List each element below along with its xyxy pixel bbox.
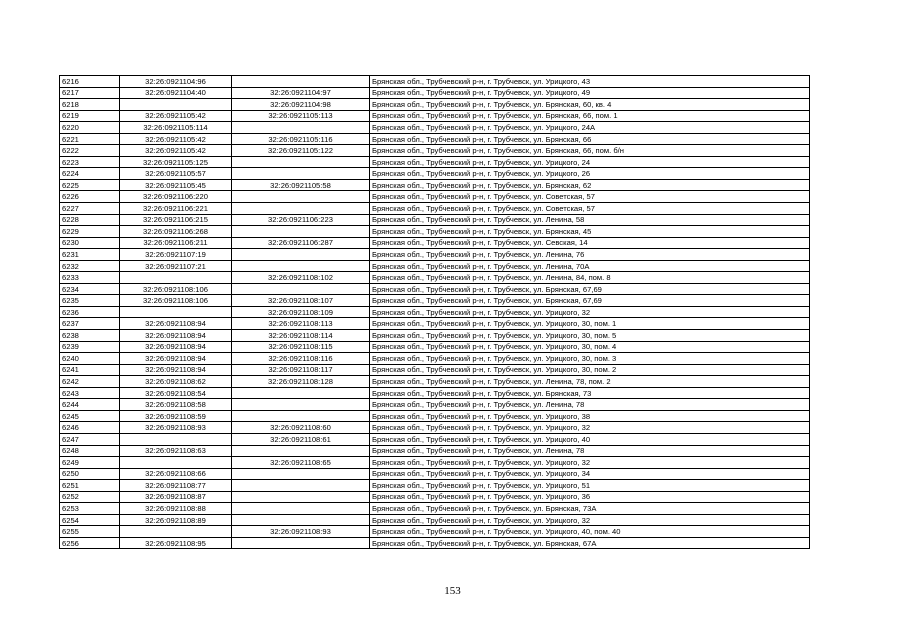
- object-cadastral-number-cell: 32:26:0921105:58: [232, 179, 370, 191]
- object-cadastral-number-cell: [232, 203, 370, 215]
- cadastral-number-cell: 32:26:0921105:42: [120, 110, 232, 122]
- address-cell: Брянская обл., Трубчевский р-н, г. Трубчевск, ул. Урицкого, 24А: [370, 122, 810, 134]
- address-cell: Брянская обл., Трубчевский р-н, г. Трубчевск, ул. Урицкого, 32: [370, 457, 810, 469]
- cadastral-number-cell: 32:26:0921108:87: [120, 491, 232, 503]
- object-cadastral-number-cell: [232, 537, 370, 549]
- object-cadastral-number-cell: 32:26:0921108:128: [232, 376, 370, 388]
- object-cadastral-number-cell: [232, 283, 370, 295]
- object-cadastral-number-cell: 32:26:0921108:116: [232, 353, 370, 365]
- row-number-cell: 6232: [60, 260, 120, 272]
- address-cell: Брянская обл., Трубчевский р-н, г. Трубчевск, ул. Брянская, 67,69: [370, 295, 810, 307]
- cadastral-number-cell: 32:26:0921104:96: [120, 76, 232, 88]
- cadastral-number-cell: 32:26:0921108:94: [120, 341, 232, 353]
- table-row: [60, 295, 810, 307]
- page-number: 153: [444, 585, 461, 597]
- table-row: [60, 122, 810, 134]
- row-number-cell: 6238: [60, 330, 120, 342]
- address-cell: Брянская обл., Трубчевский р-н, г. Трубчевск, ул. Брянская, 62: [370, 179, 810, 191]
- object-cadastral-number-cell: [232, 249, 370, 261]
- row-number-cell: 6239: [60, 341, 120, 353]
- row-number-cell: 6233: [60, 272, 120, 284]
- cadastral-number-cell: 32:26:0921105:125: [120, 156, 232, 168]
- cadastral-number-cell: 32:26:0921104:40: [120, 87, 232, 99]
- object-cadastral-number-cell: 32:26:0921108:114: [232, 330, 370, 342]
- cadastral-number-cell: [120, 526, 232, 538]
- row-number-cell: 6246: [60, 422, 120, 434]
- cadastral-number-cell: 32:26:0921108:66: [120, 468, 232, 480]
- table-row: [60, 457, 810, 469]
- table-row: [60, 387, 810, 399]
- object-cadastral-number-cell: 32:26:0921105:116: [232, 133, 370, 145]
- address-cell: Брянская обл., Трубчевский р-н, г. Трубчевск, ул. Ленина, 70А: [370, 260, 810, 272]
- cadastral-number-cell: [120, 433, 232, 445]
- row-number-cell: 6237: [60, 318, 120, 330]
- object-cadastral-number-cell: [232, 156, 370, 168]
- row-number-cell: 6254: [60, 514, 120, 526]
- table-row: [60, 226, 810, 238]
- object-cadastral-number-cell: 32:26:0921108:102: [232, 272, 370, 284]
- row-number-cell: 6218: [60, 99, 120, 111]
- cadastral-number-cell: 32:26:0921107:21: [120, 260, 232, 272]
- object-cadastral-number-cell: [232, 191, 370, 203]
- table-row: [60, 179, 810, 191]
- object-cadastral-number-cell: 32:26:0921105:122: [232, 145, 370, 157]
- table-row: [60, 249, 810, 261]
- row-number-cell: 6248: [60, 445, 120, 457]
- cadastral-number-cell: 32:26:0921106:221: [120, 203, 232, 215]
- table-row: [60, 491, 810, 503]
- object-cadastral-number-cell: [232, 168, 370, 180]
- object-cadastral-number-cell: 32:26:0921108:117: [232, 364, 370, 376]
- row-number-cell: 6243: [60, 387, 120, 399]
- registry-table: [59, 75, 810, 549]
- row-number-cell: 6217: [60, 87, 120, 99]
- table-row: [60, 272, 810, 284]
- cadastral-number-cell: 32:26:0921108:63: [120, 445, 232, 457]
- address-cell: Брянская обл., Трубчевский р-н, г. Трубчевск, ул. Ленина, 84, пом. 8: [370, 272, 810, 284]
- table-row: [60, 364, 810, 376]
- table-row: [60, 353, 810, 365]
- row-number-cell: 6224: [60, 168, 120, 180]
- table-row: [60, 203, 810, 215]
- table-row: [60, 156, 810, 168]
- object-cadastral-number-cell: 32:26:0921108:60: [232, 422, 370, 434]
- table-row: [60, 503, 810, 515]
- address-cell: Брянская обл., Трубчевский р-н, г. Трубчевск, ул. Ленина, 76: [370, 249, 810, 261]
- address-cell: Брянская обл., Трубчевский р-н, г. Трубчевск, ул. Урицкого, 30, пом. 3: [370, 353, 810, 365]
- row-number-cell: 6251: [60, 480, 120, 492]
- row-number-cell: 6241: [60, 364, 120, 376]
- row-number-cell: 6220: [60, 122, 120, 134]
- cadastral-number-cell: 32:26:0921108:95: [120, 537, 232, 549]
- cadastral-number-cell: 32:26:0921108:106: [120, 295, 232, 307]
- address-cell: Брянская обл., Трубчевский р-н, г. Трубчевск, ул. Брянская, 73: [370, 387, 810, 399]
- row-number-cell: 6235: [60, 295, 120, 307]
- cadastral-number-cell: 32:26:0921106:268: [120, 226, 232, 238]
- object-cadastral-number-cell: [232, 480, 370, 492]
- table-row: [60, 514, 810, 526]
- row-number-cell: 6245: [60, 410, 120, 422]
- address-cell: Брянская обл., Трубчевский р-н, г. Трубчевск, ул. Урицкого, 30, пом. 2: [370, 364, 810, 376]
- address-cell: Брянская обл., Трубчевский р-н, г. Трубчевск, ул. Ленина, 78, пом. 2: [370, 376, 810, 388]
- registry-table-body: [60, 76, 810, 549]
- object-cadastral-number-cell: [232, 503, 370, 515]
- row-number-cell: 6216: [60, 76, 120, 88]
- object-cadastral-number-cell: 32:26:0921106:223: [232, 214, 370, 226]
- address-cell: Брянская обл., Трубчевский р-н, г. Трубчевск, ул. Урицкого, 38: [370, 410, 810, 422]
- address-cell: Брянская обл., Трубчевский р-н, г. Трубчевск, ул. Советская, 57: [370, 203, 810, 215]
- row-number-cell: 6250: [60, 468, 120, 480]
- row-number-cell: 6255: [60, 526, 120, 538]
- row-number-cell: 6252: [60, 491, 120, 503]
- row-number-cell: 6221: [60, 133, 120, 145]
- row-number-cell: 6244: [60, 399, 120, 411]
- cadastral-number-cell: 32:26:0921105:45: [120, 179, 232, 191]
- row-number-cell: 6234: [60, 283, 120, 295]
- row-number-cell: 6247: [60, 433, 120, 445]
- table-row: [60, 537, 810, 549]
- cadastral-number-cell: 32:26:0921108:77: [120, 480, 232, 492]
- address-cell: Брянская обл., Трубчевский р-н, г. Трубчевск, ул. Брянская, 67А: [370, 537, 810, 549]
- table-row: [60, 318, 810, 330]
- cadastral-number-cell: 32:26:0921105:114: [120, 122, 232, 134]
- table-row: [60, 283, 810, 295]
- address-cell: Брянская обл., Трубчевский р-н, г. Трубчевск, ул. Урицкого, 32: [370, 422, 810, 434]
- object-cadastral-number-cell: [232, 76, 370, 88]
- object-cadastral-number-cell: 32:26:0921104:98: [232, 99, 370, 111]
- table-row: [60, 110, 810, 122]
- object-cadastral-number-cell: [232, 226, 370, 238]
- object-cadastral-number-cell: [232, 514, 370, 526]
- cadastral-number-cell: 32:26:0921108:89: [120, 514, 232, 526]
- table-row: [60, 526, 810, 538]
- table-row: [60, 306, 810, 318]
- address-cell: Брянская обл., Трубчевский р-н, г. Трубчевск, ул. Ленина, 58: [370, 214, 810, 226]
- address-cell: Брянская обл., Трубчевский р-н, г. Трубчевск, ул. Ленина, 78: [370, 399, 810, 411]
- object-cadastral-number-cell: [232, 445, 370, 457]
- cadastral-number-cell: [120, 306, 232, 318]
- row-number-cell: 6229: [60, 226, 120, 238]
- table-row: [60, 445, 810, 457]
- cadastral-number-cell: 32:26:0921108:58: [120, 399, 232, 411]
- cadastral-number-cell: 32:26:0921108:94: [120, 364, 232, 376]
- row-number-cell: 6222: [60, 145, 120, 157]
- address-cell: Брянская обл., Трубчевский р-н, г. Трубчевск, ул. Урицкого, 26: [370, 168, 810, 180]
- object-cadastral-number-cell: [232, 387, 370, 399]
- object-cadastral-number-cell: 32:26:0921105:113: [232, 110, 370, 122]
- table-row: [60, 468, 810, 480]
- address-cell: Брянская обл., Трубчевский р-н, г. Трубчевск, ул. Урицкого, 51: [370, 480, 810, 492]
- table-row: [60, 260, 810, 272]
- address-cell: Брянская обл., Трубчевский р-н, г. Трубчевск, ул. Урицкого, 32: [370, 514, 810, 526]
- cadastral-number-cell: 32:26:0921106:220: [120, 191, 232, 203]
- address-cell: Брянская обл., Трубчевский р-н, г. Трубчевск, ул. Советская, 57: [370, 191, 810, 203]
- row-number-cell: 6219: [60, 110, 120, 122]
- cadastral-number-cell: 32:26:0921108:106: [120, 283, 232, 295]
- address-cell: Брянская обл., Трубчевский р-н, г. Трубчевск, ул. Урицкого, 30, пом. 1: [370, 318, 810, 330]
- address-cell: Брянская обл., Трубчевский р-н, г. Трубчевск, ул. Брянская, 66, пом. 1: [370, 110, 810, 122]
- address-cell: Брянская обл., Трубчевский р-н, г. Трубчевск, ул. Ленина, 78: [370, 445, 810, 457]
- cadastral-number-cell: [120, 99, 232, 111]
- cadastral-number-cell: 32:26:0921108:93: [120, 422, 232, 434]
- cadastral-number-cell: 32:26:0921108:54: [120, 387, 232, 399]
- cadastral-number-cell: 32:26:0921105:57: [120, 168, 232, 180]
- address-cell: Брянская обл., Трубчевский р-н, г. Трубчевск, ул. Брянская, 67,69: [370, 283, 810, 295]
- table-row: [60, 399, 810, 411]
- address-cell: Брянская обл., Трубчевский р-н, г. Трубчевск, ул. Брянская, 45: [370, 226, 810, 238]
- table-row: [60, 330, 810, 342]
- table-row: [60, 168, 810, 180]
- table-row: [60, 191, 810, 203]
- address-cell: Брянская обл., Трубчевский р-н, г. Трубчевск, ул. Севская, 14: [370, 237, 810, 249]
- table-row: [60, 145, 810, 157]
- address-cell: Брянская обл., Трубчевский р-н, г. Трубчевск, ул. Урицкого, 32: [370, 306, 810, 318]
- row-number-cell: 6230: [60, 237, 120, 249]
- object-cadastral-number-cell: [232, 491, 370, 503]
- table-row: [60, 410, 810, 422]
- table-row: [60, 237, 810, 249]
- cadastral-number-cell: 32:26:0921108:62: [120, 376, 232, 388]
- address-cell: Брянская обл., Трубчевский р-н, г. Трубчевск, ул. Урицкого, 43: [370, 76, 810, 88]
- address-cell: Брянская обл., Трубчевский р-н, г. Трубчевск, ул. Брянская, 60, кв. 4: [370, 99, 810, 111]
- row-number-cell: 6231: [60, 249, 120, 261]
- cadastral-number-cell: 32:26:0921106:211: [120, 237, 232, 249]
- cadastral-number-cell: 32:26:0921108:59: [120, 410, 232, 422]
- cadastral-number-cell: 32:26:0921106:215: [120, 214, 232, 226]
- table-row: [60, 133, 810, 145]
- cadastral-number-cell: 32:26:0921107:19: [120, 249, 232, 261]
- row-number-cell: 6256: [60, 537, 120, 549]
- table-row: [60, 76, 810, 88]
- cadastral-number-cell: 32:26:0921105:42: [120, 145, 232, 157]
- row-number-cell: 6240: [60, 353, 120, 365]
- row-number-cell: 6253: [60, 503, 120, 515]
- row-number-cell: 6223: [60, 156, 120, 168]
- row-number-cell: 6225: [60, 179, 120, 191]
- address-cell: Брянская обл., Трубчевский р-н, г. Трубчевск, ул. Урицкого, 36: [370, 491, 810, 503]
- address-cell: Брянская обл., Трубчевский р-н, г. Трубчевск, ул. Урицкого, 24: [370, 156, 810, 168]
- object-cadastral-number-cell: 32:26:0921106:287: [232, 237, 370, 249]
- table-row: [60, 422, 810, 434]
- address-cell: Брянская обл., Трубчевский р-н, г. Трубчевск, ул. Урицкого, 40, пом. 40: [370, 526, 810, 538]
- address-cell: Брянская обл., Трубчевский р-н, г. Трубчевск, ул. Урицкого, 40: [370, 433, 810, 445]
- cadastral-number-cell: 32:26:0921108:94: [120, 353, 232, 365]
- object-cadastral-number-cell: 32:26:0921108:109: [232, 306, 370, 318]
- cadastral-number-cell: 32:26:0921108:94: [120, 318, 232, 330]
- object-cadastral-number-cell: 32:26:0921108:113: [232, 318, 370, 330]
- object-cadastral-number-cell: 32:26:0921108:61: [232, 433, 370, 445]
- table-row: [60, 99, 810, 111]
- row-number-cell: 6242: [60, 376, 120, 388]
- table-row: [60, 87, 810, 99]
- cadastral-number-cell: [120, 272, 232, 284]
- object-cadastral-number-cell: 32:26:0921108:107: [232, 295, 370, 307]
- address-cell: Брянская обл., Трубчевский р-н, г. Трубчевск, ул. Брянская, 66: [370, 133, 810, 145]
- cadastral-number-cell: 32:26:0921108:88: [120, 503, 232, 515]
- object-cadastral-number-cell: 32:26:0921104:97: [232, 87, 370, 99]
- row-number-cell: 6227: [60, 203, 120, 215]
- object-cadastral-number-cell: [232, 468, 370, 480]
- object-cadastral-number-cell: 32:26:0921108:65: [232, 457, 370, 469]
- object-cadastral-number-cell: [232, 410, 370, 422]
- address-cell: Брянская обл., Трубчевский р-н, г. Трубчевск, ул. Урицкого, 30, пом. 4: [370, 341, 810, 353]
- row-number-cell: 6236: [60, 306, 120, 318]
- address-cell: Брянская обл., Трубчевский р-н, г. Трубчевск, ул. Брянская, 73А: [370, 503, 810, 515]
- row-number-cell: 6228: [60, 214, 120, 226]
- object-cadastral-number-cell: [232, 122, 370, 134]
- object-cadastral-number-cell: [232, 399, 370, 411]
- address-cell: Брянская обл., Трубчевский р-н, г. Трубчевск, ул. Брянская, 66, пом. б/н: [370, 145, 810, 157]
- cadastral-number-cell: 32:26:0921105:42: [120, 133, 232, 145]
- cadastral-number-cell: 32:26:0921108:94: [120, 330, 232, 342]
- object-cadastral-number-cell: 32:26:0921108:115: [232, 341, 370, 353]
- table-row: [60, 376, 810, 388]
- object-cadastral-number-cell: 32:26:0921108:93: [232, 526, 370, 538]
- table-row: [60, 341, 810, 353]
- object-cadastral-number-cell: [232, 260, 370, 272]
- address-cell: Брянская обл., Трубчевский р-н, г. Трубчевск, ул. Урицкого, 30, пом. 5: [370, 330, 810, 342]
- row-number-cell: 6226: [60, 191, 120, 203]
- table-row: [60, 214, 810, 226]
- table-row: [60, 480, 810, 492]
- cadastral-number-cell: [120, 457, 232, 469]
- address-cell: Брянская обл., Трубчевский р-н, г. Трубчевск, ул. Урицкого, 49: [370, 87, 810, 99]
- table-row: [60, 433, 810, 445]
- row-number-cell: 6249: [60, 457, 120, 469]
- address-cell: Брянская обл., Трубчевский р-н, г. Трубчевск, ул. Урицкого, 34: [370, 468, 810, 480]
